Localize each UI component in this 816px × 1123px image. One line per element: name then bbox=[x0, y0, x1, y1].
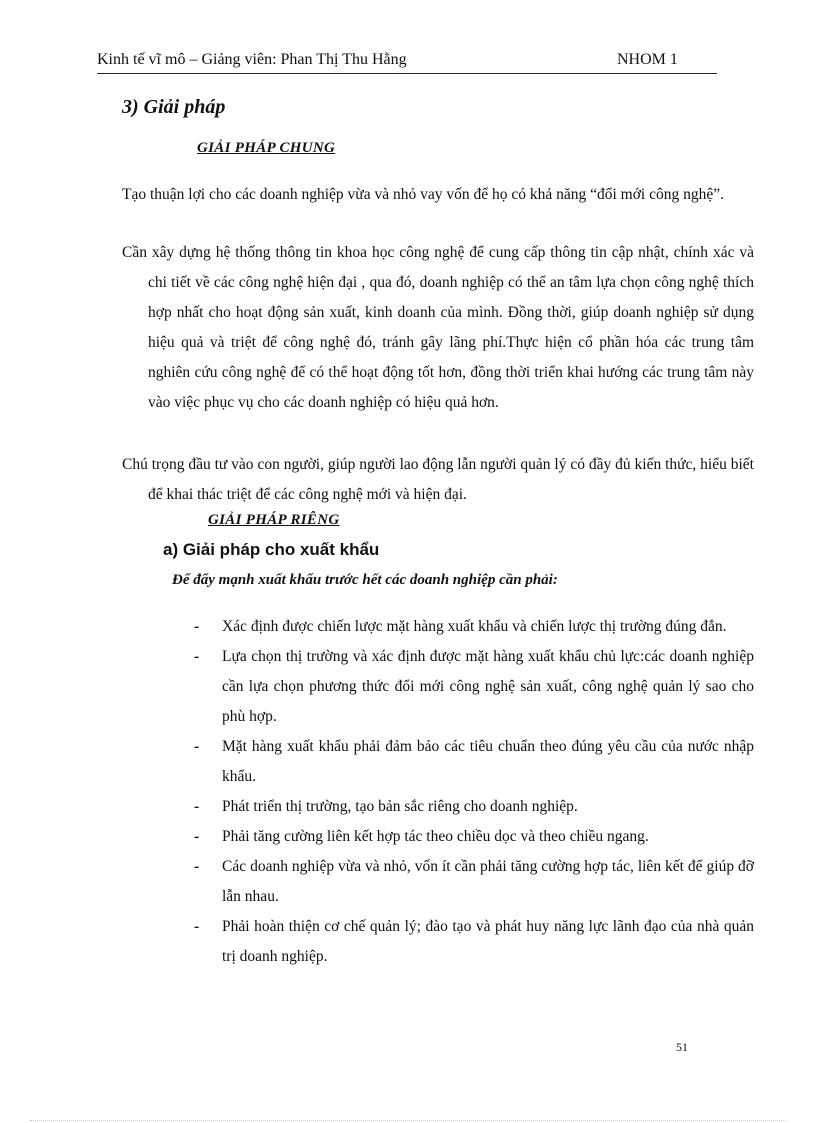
dash-marker: - bbox=[194, 858, 200, 875]
list-item bbox=[194, 912, 754, 972]
header-group-name: NHOM 1 bbox=[617, 51, 678, 68]
page-number: 51 bbox=[676, 1040, 688, 1054]
section-title: 3) Giải pháp bbox=[122, 96, 226, 118]
dash-marker: - bbox=[194, 798, 200, 815]
list-item bbox=[194, 852, 754, 912]
header-course-title: Kinh tế vĩ mô – Giảng viên: Phan Thị Thu Hằng bbox=[97, 51, 407, 68]
list-item-text: Phải hoàn thiện cơ chế quản lý; đào tạo và phát huy năng lực lãnh đạo của nhà quản trị doanh nghiệp. bbox=[222, 918, 754, 965]
page-bottom-divider bbox=[30, 1120, 786, 1121]
list-item bbox=[194, 792, 754, 822]
list-item-text: Phát triển thị trường, tạo bản sắc riêng cho doanh nghiệp. bbox=[222, 798, 578, 815]
general-paragraph-3: Chú trọng đầu tư vào con người, giúp người lao động lẫn người quản lý có đầy đủ kiến thức, hiểu biết để khai thác triệt để các công nghệ mới và hiện đại. bbox=[122, 456, 754, 503]
general-paragraph-1: Tạo thuận lợi cho các doanh nghiệp vừa và nhỏ vay vốn để họ có khả năng “đổi mới công nghệ”. bbox=[122, 186, 724, 203]
list-item bbox=[194, 612, 754, 642]
subsection-title: a) Giải pháp cho xuất khẩu bbox=[163, 540, 380, 559]
specific-solution-heading: GIẢI PHÁP RIÊNG bbox=[208, 512, 340, 528]
list-item-text: Các doanh nghiệp vừa và nhỏ, vốn ít cần phải tăng cường hợp tác, liên kết để giúp đỡ lẫn nhau. bbox=[222, 858, 754, 905]
export-lead-text: Để đẩy mạnh xuất khẩu trước hết các doanh nghiệp cần phải: bbox=[172, 572, 558, 588]
general-solution-heading: GIẢI PHÁP CHUNG bbox=[197, 140, 336, 156]
list-item bbox=[194, 642, 754, 732]
dash-marker: - bbox=[194, 618, 200, 635]
list-item-text: Phải tăng cường liên kết hợp tác theo chiều dọc và theo chiều ngang. bbox=[222, 828, 649, 845]
list-item-text: Xác định được chiến lược mặt hàng xuất khẩu và chiến lược thị trường đúng đắn. bbox=[222, 618, 727, 635]
dash-marker: - bbox=[194, 828, 200, 845]
list-item-text: Lựa chọn thị trường và xác định được mặt hàng xuất khẩu chủ lực:các doanh nghiệp cần lựa chọn phương thức đổi mới công nghệ sản xuất, công nghệ quản lý sao cho phù hợp. bbox=[222, 648, 754, 725]
dash-marker: - bbox=[194, 738, 200, 755]
dash-marker: - bbox=[194, 918, 200, 935]
list-item bbox=[194, 732, 754, 792]
list-item-text: Mặt hàng xuất khẩu phải đảm bảo các tiêu chuẩn theo đúng yêu cầu của nước nhập khẩu. bbox=[222, 738, 754, 785]
list-item bbox=[194, 822, 754, 852]
export-bullet-list bbox=[0, 612, 816, 972]
general-paragraph-2: Cần xây dựng hệ thống thông tin khoa học công nghệ để cung cấp thông tin cập nhật, chính xác và chi tiết về các công nghệ hiện đại , qua đó, doanh nghiệp có thể an tâm lựa chọn công nghệ thích hợp nhất cho hoạt động sản xuất, kinh doanh của mình. Đồng thời, giúp doanh nghiệp sử dụng hiệu quả và triệt để công nghệ đó, tránh gây lãng phí.Thực hiện cổ phần hóa các trung tâm nghiên cứu công nghệ để có thể hoạt động tốt hơn, đồng thời triển khai hướng các trung tâm này vào việc phục vụ cho các doanh nghiệp có hiệu quả hơn. bbox=[122, 244, 754, 411]
page-header bbox=[97, 47, 717, 74]
dash-marker: - bbox=[194, 648, 200, 665]
